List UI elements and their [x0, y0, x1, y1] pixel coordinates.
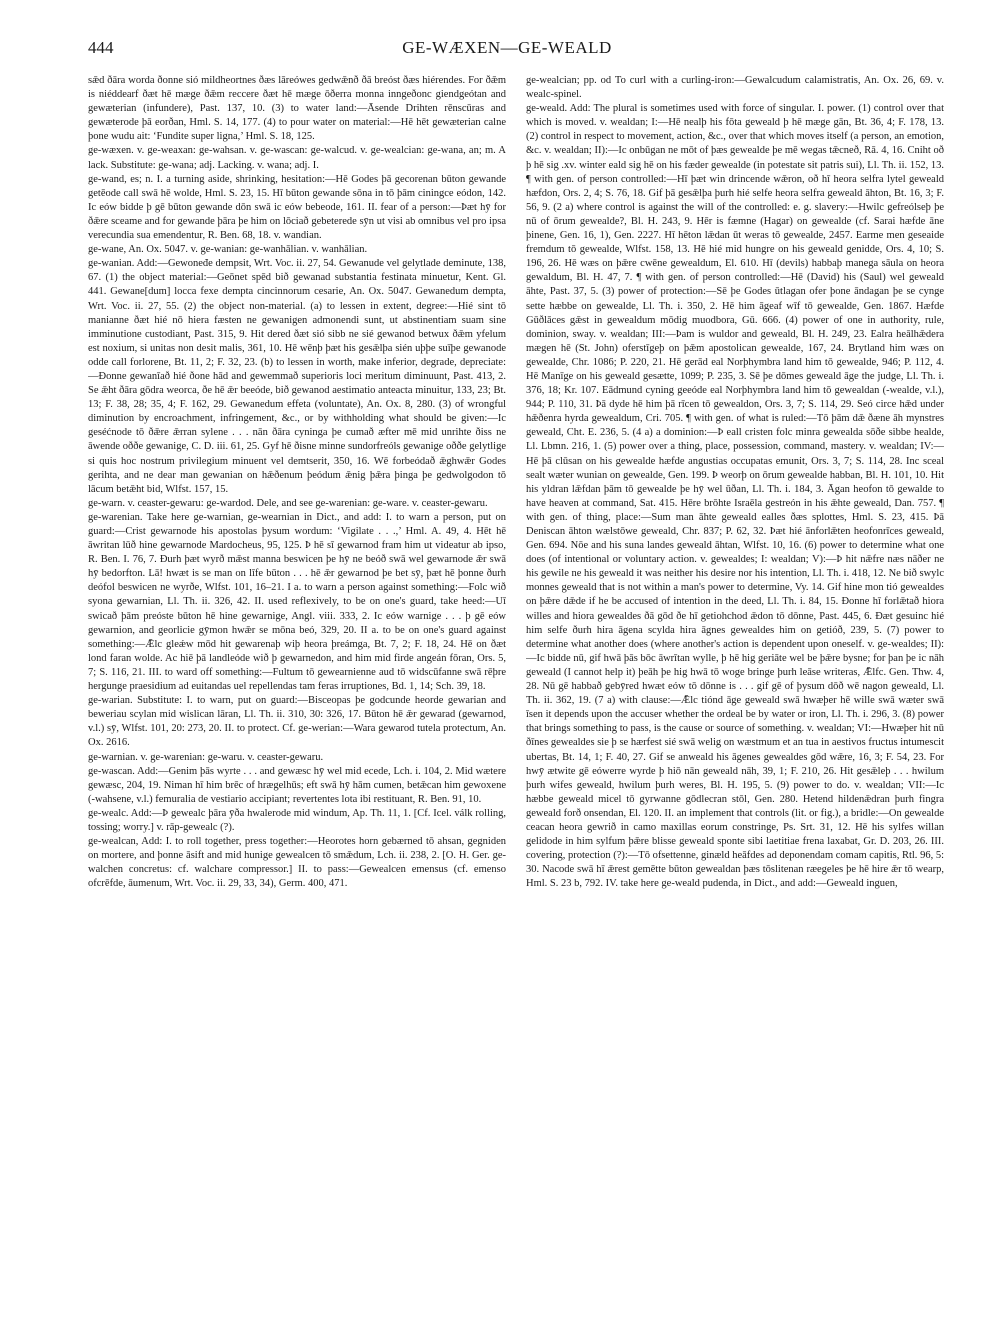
entry-ge-warnian: ge-warnian. v. ge-warenian: ge-waru. v. ceaster-gewaru. — [88, 751, 324, 763]
left-column — [88, 74, 506, 1302]
page-number: 444 — [88, 38, 114, 57]
running-head: GE-WÆXEN—GE-WEALD — [402, 38, 612, 57]
entry-ge-wane: ge-wane, An. Ox. 5047. v. ge-wanian: ge-wanhālian. v. wanhālian. — [88, 244, 368, 256]
entry-ge-waexen: ge-wæxen. v. ge-weaxan: ge-wahsan. v. ge-wascan: ge-walcud. v. ge-wealcian: ge-wana, an; m. A lack. Substitute: ge-wana; adj. Lacking. v. wana; adj. I. — [88, 145, 506, 171]
entry-ge-wealc: ge-wealc. Add:—Þ gewealc þāra ȳða hwalerode mid windum, Ap. Th. 11, 1. [Cf. Icel. válk rolling, tossing; worry.] v. rāp-gewealc (?). — [88, 807, 506, 833]
entry-ge-waeterian-tail: sǣd ðāra worda ðonne sió mildheortnes ðæs lāreówes gedwǣnð ðā breóst ðæs hiérendes. For ðǣm is niéddearf ðæt hē mæge ðǣm reccere ðæt hē mæge ōðerra monna inngeðonc giendgeótan and gewæterian (infundere), Past. 137, 10. (3) to water land:—Āsende Drihten rēnscūras and gewæterode þā eorðan, Hml. S. 14, 177. (4) to pour water on material:—Hē hēt gewæterian calne þone wudu ait: ‘Fundite super ligna,’ Hml. S. 18, 125. — [88, 75, 506, 143]
entry-ge-wascan: ge-wascan. Add:—Genim þās wyrte . . . and gewæsc hȳ wel mid ecede, Lch. i. 104, 2. Mid wætere gewæsc, 204, 19. Niman hī him brēc of hrægelhūs; eft swā hȳ hām cumen, betǣcan him gewoxene (-wahsene, v.l.) femuralia de vestiario accipiant; revertentes lota ibi restituant, R. Ben. 91, 10. — [88, 765, 506, 805]
entry-ge-wand: ge-wand, es; n. I. a turning aside, shrinking, hesitation:—Hē Godes þā gecorenan būton gewande getēode call swā hē wolde, Hml. S. 23, 15. Hī būton gewande sōna in tō þām ciningce eódon, 142. Ic eów bidde þ gē būton gewande dōn swā ic eów bebeode, 161. II. fear of a person:—Þæt hȳ for ðǣre sceame and for gewande þāra þe him on lōciað gebeterede sȳn ut visi ab omnibus vel pro ipsa verecundia sua emendentur, R. Ben. 68, 18. v. wandian. — [88, 173, 506, 242]
entry-ge-wanian: ge-wanian. Add:—Gewoneđe dempsit, Wrt. Voc. ii. 27, 54. Gewanude vel gelytlade deminute, 138, 67. (1) the object material:—Geōnet spēd bið gewanad substantia festinata minuetur, Kent. Gl. 441. Gewane[dum] locca fexe dempta cincinnorum cesarie, An. Ox. 5047. Gewanedum dempta, Wrt. Voc. ii. 27, 55. (2) the object non-material. (a) to lessen in extent, degree:—Hié sint tō manianne ðæt hié nō hiera fæsten ne gewanigen admonendi sunt, ut abstinentiam suam sine imminutione custodiant, Past. 315, 9. Hit dered ðæt sió sibb ne sié gewanod betwux ðǣm yfelum est noxium, si unitas non desit malis, 361, 10. Hē wēnþ þæt his gesǣlþa sién uþþe suīþe gewanode odde call forlorene, Bt. 11, 2; F. 32, 23. (b) to lessen in worth, make inferior, degrade, depreciate:—Ðonne gewanīað hié ðone hād and gewemmað superioris loci meritum diminuunt, Past. 413, 2. Se ǣht ðāra gōdra weorca, ðe hē ǣr beeóde, bið gewanod aestimatio anteacta minuitur, 133, 23; Bt. 13; F. 38, 28; 35, 4; F. 162, 29. Gewanedum effeta (voluntate), An. Ox. 8, 280. (3) of wrongful diminution by encroachment, infringement, &c., or by withholding what should be given:—Ic geséćnode tō ðǣre ǣrran sylene . . . nān ðāra cyninga þe cumað æfter mē mid unrihte ðiss ne āwende oððe gewanige, C. D. iii. 61, 25. Gyf hē ðisne minne sundorfreóls gewanige oððe gelytlige si quis hoc nostrum privilegium minuent vel demtserit, 350, 16. Wē forbeódað ǣghwǣr Godes gerihta, and ne dear man gewanian on hǣðenum þeódum ǣnig þǣra þinga þe gedwolgodon tō lācum betǣht bid, Wlfst. 157, 15. — [88, 258, 506, 495]
entry-ge-wealcian: ge-wealcian; pp. od To curl with a curling-iron:—Gewalcudum calamistratis, An. Ox. 26, 69. v. wealc-spinel. — [526, 75, 944, 101]
entry-ge-wealcan: ge-wealcan, Add: I. to roll together, press together:—Heorotes horn gebærned tō ahsan, gegniden on mortere, and þonne āsift and mid hunige gewealcen tō smǣdum, Lch. ii. 238, 2. [O. H. Ger. ge-walchen concretus: cf. walchare compressor.] II. to pass:—Gewealcen emensus (cf. emenso ofcrēfde, āumenum, Wrt. Voc. ii. 29, 33, 34), Germ. 400, 471. — [88, 836, 506, 890]
entry-ge-warn: ge-warn. v. ceaster-gewaru: ge-wardod. Dele, and see ge-warenian: ge-ware. v. ceaster-gewaru. — [88, 497, 488, 509]
entry-ge-warian: ge-warian. Substitute: I. to warn, put on guard:—Bisceopas þe godcunde heorde gewarian and beweriau scylan mid wislican lāran, Ll. Th. ii. 310, 30: 326, 17. Būton hē ǣr gewarad (gewarnod, v.l.) sȳ, Wlfst. 101, 20: 273, 20. II. to protect. Cf. ge-werian:—Wara gewarod tutela protectum, An. Ox. 2616. — [88, 695, 506, 749]
page-header — [88, 38, 926, 62]
entry-ge-warenian: ge-warenian. Take here ge-warnian, ge-wearnian in Dict., and add: I. to warn a person, put on guard:—Crist gewarnode his apostolas þysum wordum: ‘Vigilate . . .,’ Hml. A. 49, 4. Hēt hē āwritan lūð hine gewarnode Mardocheus, 95, 125. Þ hē sī gewarnod fram him ut videatur ab ipso, R. Ben. I. 76, 7. Ðurh þæt wyrð mǣst manna beswicen þe hȳ ne beóð swā wel gewarnode ǣr swā hȳ bedorfton. Lā! hwæt is se man on līfe būton . . . hē ǣr gewarnod þe bet sȳ, þæt hē þonne ðurh deófol beswicen ne wyrðe, Wlfst. 101, 16–21. I a. to warn a person against something:—Folc wið syona gewarnian, Ll. Th. ii. 326, 42. II. used reflexively, to be on one's guard, take heed:—Uī swicað þām preóste būton hē hine gewarnige, Angl. viii. 333, 2. Ic eów warnige . . . þ gē eów gewarnion, and georlicie gȳmon hwǣr se mōna beó, 329, 20. II a. to be on one's guard against something:—Ǣlc gleǽw mōd hit gewarenaþ wiþ heora þreámga, Bt. 7, 2; F. 18, 24. Hē on ðæt lond faran wolde. Ac hiē þā landleóde wið þ gewarnedon, and him mid firde angeán fōran, Ors. 5, 7; S. 116, 21. III. to ward off something:—Fultum tō gewearnienne aud tō widscūfanne swā rēþre hergunge praesidium ad euitandas uel repellendas tam feras irruptiones, Bd. 1, 14; Sch. 39, 18. — [88, 511, 506, 693]
entry-ge-weald: ge-weald. Add: The plural is sometimes used with force of singular. I. power. (1) control over that which is moved. v. wealdan; I:—Hē nealþ his fōta geweald þ hē mæge gān, Bt. 36, 4; F. 178, 13. (2) control in respect to movement, action, &c., over that which moves itself (a person, an emotion, &c. v. wealdan; II):—Ic onbūgan ne mōt of þæs gewealde þe mē wegas tǣcneð, Rā. 4, 16. Cniht oð þ hē sig .xv. winter eald sig hē on his fæder gewealde (in potestate sit patris sui), Ll. Th. ii. 152, 13. ¶ with gen. of person controlled:—Hī þæt win drincende wǣron, oð hī heora selfra lytel geweald hæfdon, Ors. 2, 4; S. 76, 18. Gif þā gesǣlþa þurh hié selfe heora selfra geweald āhton, Bt. 16, 3; F. 56, 9. (2 a) where control is against the will of the controlled: e. g. slavery:—Hwilc gefreólseþ þe nū of ōrum gewealde?, Bl. H. 243, 9. Hēr is fæmne (Hagar) on gewealde (cf. Sarai hæfde āne þinene, Gen. 16, 1), Gen. 2227. Hī hēton lǣdan ūt weras tō gewealde, 2457. Earme men geseaide fremdum tō gewealde, Wlfst. 158, 13. Hē hié mid hungre on his geweald genidde, Ors. 4, 10; S. 196, 26. Hē wæs on þǣre cwēne gewealdum, El. 610. Hī (devils) habbaþ manega sāula on heora gewaldum, Bl. H. 47, 7. ¶ with gen. of person controlled:—Hē (David) his (Saul) wel geweald āhte, Past. 37, 5. (3) power of protection:—Sē þe Godes ūtlagan ofer þone āndagan þe se cynge sette hæbbe on gewealde, Ll. Th. i. 350, 2. Hē him āgeaf wīf tō gewealde, Gen. 1867. Hæfde Gūðlāces gǣst in gewealdum mōdig muodbora, Gū. 666. (4) power of one in authority, rule, dominion, sway. v. wealdan; III:—Þam is wuldor and geweald, Bl. H. 249, 23. Ealra heālhǣdera mægen hē (St. John) oferstīgeþ on þǣm apostolican gewealde, 167, 24. Brytland him wæs on gewealde, Chr. 1086; P. 220, 21. Hē gerād eal Norþhymbra land him tō gewealde, 946; P. 112, 4. Hē Manīge on his geweald gesætte, 1099; P. 235, 3. Sē þe dōmes geweald āge the judge, Ll. Th. i. 376, 18; Kr. 107. Eādmund cyning geeóde eal Norþhymbra land him tō gewealdan (-wealde, v.l.), 944; P. 110, 31. Þā dyde hē him þā rīcen tō gewealdon, Ors. 3, 7; S. 114, 29. Seó circe hǣd under hǣðenra hyrda gewealdum, Cri. 705. ¶ with gen. of what is ruled:—Tō þām dǣ ðæne āh mynstres geweald, Cht. E. 236, 5. (4 a) a dominion:—Þ eall cristen folc minra gewealda sōðe sibbe healde, Ll. Lbmn. 216, 1. (5) power over a thing, place, possession, command, mastery. v. wealdan; IV:—Hē þā clūsan on his gewealde hæfde angustias occupatas emunit, Ors. 3, 7; S. 114, 28. Inc sceal sealt wæter wunian on gewealde, Gen. 199. Þ weorþ on ōrum gewealde habban, Bl. H. 101, 10. Hit his yldran lǣfdan þām tō gewealde þe hȳ wel ūðan, Ll. Th. i. 184, 3. Āgan heofon tō gewalde to have heaven at command, Sat. 415. Hēre brōhte Israēla gestreón in his ǣhte geweald, Dan. 757. ¶ with gen. of thing, place:—Sum man āhte geweald ealles ðæs splottes, Hml. S. 23, 415. Þā Deniscan āhton wælstōwe geweald, Chr. 837; P. 62, 32. Þæt hié ānforlǣten heofonrīces geweald, Gen. 694. Nōe and his suna landes geweald āhtan, Wlfst. 10, 16. (6) power to determine what one does (of intentional or voluntary action. v. gewealdes; I: wealdan; V):—Þ hit nǣfre næs nāðer ne his gewile ne his geweald it was neither his desire nor his intention, Ll. Th. i. 418, 12. Ne bið swylc monnes geweald that is not within a man's power to determine, Vy. 14. Gif hine mon tió gewealdes on þǣre dǣde if he be accused of intention in the deed, Ll. Th. i. 84, 15. Ðonne hī forlǣtað hiora willes and hiora gewealdes ðā gōd ðe hī getiohchod ǣdon tō dōnne, Past. 445, 6. Ðæt gesuinc hié him selfe ðurh hira āgena scylda hira āgnes gewealdes him on getióð, 239, 5. (7) power to determine what another does (where another's action is dependent upon oneself. v. ge-wealdes; II):—Ic bidde nū, gif hwā þās bōc āwrītan wylle, þ hē hig geriāte wel be þǣre bysne; for þan þe ic nāh geweald (I cannot help it) þeāh þe hig hwā tō woge bringe þurh leāse writeras, Ǣlfc. Gen. Thw. 4, 28. Nū gē habbað gebȳred hwæt eów tō dōnne is . . . gif gē of þysum dōð wē nagon geweald, Ll. Th. ii. 362, 19. (7 a) with clause:—Ǣlc tiónd āge geweald swā hwæþer hē wille swā wæter swā īsen it depends upon the accuser whether the ordeal be by water or iron, Ll. Th. i. 296, 3. (8) power that brings something to pass, is the cause or source of something. v. wealdan; VI:—Hwæþer hit nū ðīnes gewealdes sie þ se hærfest sié swā welig on wæstmum et an tua in aestivos fructus intumescit ubertas, Bt. 14, 1; F. 40, 27. Gif se anweald his āgenes gewealdes gōd wǣre, 16, 3; F. 54, 23. For hwȳ ætwite gē eówerre wyrde þ hiō nān geweald nāh, 39, 1; F. 210, 26. Hit gesǣleþ . . . hwilum þurh wifes geweald, hwilum þurh weres, Bl. H. 195, 5. (9) power to do. v. wealdan; VII:—Ic hæbbe geweald micel tō gyrwanne gōdlecran stōl, Gen. 280. Hetend hildenǣdran þurh fingra geweald forð onsendan, El. 120. II. an implement that controls (lit. or fig.), a bridle:—On gewealde ceacan heora gewrið in camo maxillas eorum constringe, Ps. Srt. 31, 12. Hē his sylfes willan gelidode in him sylfum þǣre blisse geweald sponte sibi laetitiae frena laxabat, Gr. D. 203, 26. III. covering, protection (?):—Tō ofsettenne, ginæld heāfdes ad deponendam comam capitis, Rtl. 96, 5: 30. Nacode swā hī ǣrest gemētte būton gewealdan þæs tōslitenan ræegeles þe hē hire ǣr tō wearp, Hml. S. 23 b, 792. IV. take here ge-weald pudenda, in Dict., and add:—Geweald inguen, — [526, 103, 944, 890]
right-column — [526, 74, 944, 1302]
